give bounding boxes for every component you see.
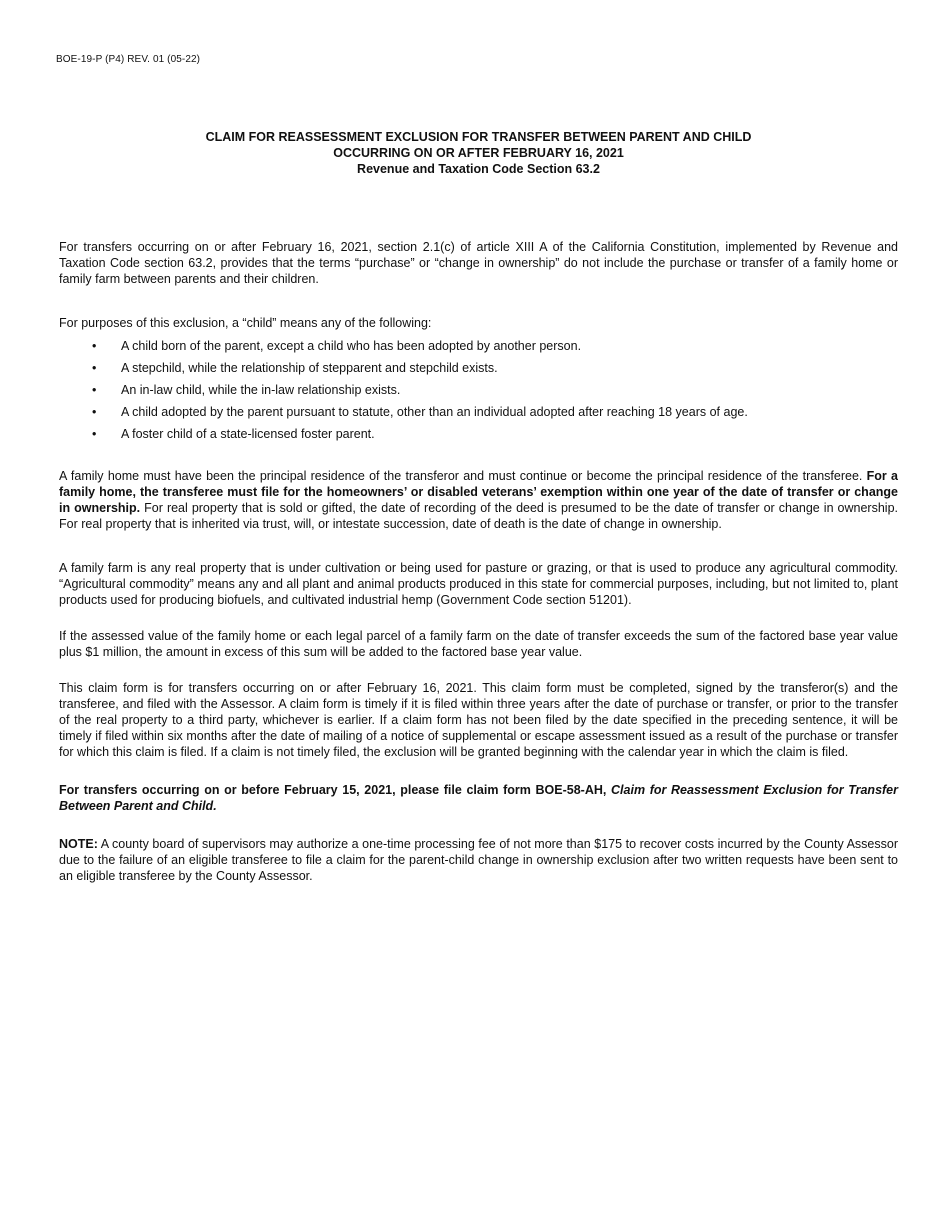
- page-title: [59, 129, 898, 177]
- form-body: [59, 239, 898, 884]
- note-label: NOTE:: [59, 837, 98, 851]
- list-item: [59, 426, 898, 448]
- bullet-icon: •: [92, 427, 97, 441]
- before-date-form-title: Claim for Reassessment Exclusion for Transfer Between Parent and Child.: [59, 783, 899, 813]
- bullet-icon: •: [92, 405, 97, 419]
- list-item-text: A child adopted by the parent pursuant to statute, other than an individual adopted after reaching 18 years of age.: [121, 405, 748, 419]
- note-paragraph: [59, 836, 898, 884]
- list-item: [59, 382, 898, 404]
- list-item-text: A foster child of a state-licensed foster parent.: [121, 427, 375, 441]
- title-line-1: CLAIM FOR REASSESSMENT EXCLUSION FOR TRANSFER BETWEEN PARENT AND CHILD: [205, 130, 752, 144]
- before-date-paragraph: [59, 782, 898, 814]
- list-item: [59, 338, 898, 360]
- note-text: A county board of supervisors may authorize a one-time processing fee of not more than $175 to recover costs incurred by the County Assessor due to the failure of an eligible transferee to file a claim for the parent-child change in ownership exclusion after two written requests have been sent to an eligible transferee by the County Assessor.: [59, 837, 898, 883]
- form-id: BOE-19-P (P4) REV. 01 (05-22): [56, 54, 201, 65]
- title-line-3: Revenue and Taxation Code Section 63.2: [357, 162, 600, 176]
- list-item: [59, 404, 898, 426]
- before-date-text: For transfers occurring on or before February 15, 2021, please file claim form BOE-58-AH,: [59, 783, 612, 797]
- family-home-paragraph: [59, 468, 898, 532]
- title-line-2: OCCURRING ON OR AFTER FEBRUARY 16, 2021: [333, 146, 624, 160]
- list-item: [59, 360, 898, 382]
- intro-paragraph: For transfers occurring on or after February 16, 2021, section 2.1(c) of article XIII A of the California Constitution, implemented by Revenue and Taxation Code section 63.2, provides that the terms “purchase” or “change in ownership” do not include the purchase or transfer of a family home or family farm between parents and their children.: [59, 240, 898, 286]
- bullet-icon: •: [92, 383, 97, 397]
- family-home-text-1: A family home must have been the principal residence of the transferor and must continue or become the principal residence of the transferee.: [59, 469, 867, 483]
- bullet-icon: •: [92, 361, 97, 375]
- list-item-text: An in-law child, while the in-law relationship exists.: [121, 383, 401, 397]
- list-item-text: A child born of the parent, except a child who has been adopted by another person.: [121, 339, 582, 353]
- claim-form-paragraph: This claim form is for transfers occurring on or after February 16, 2021. This claim form must be completed, signed by the transferor(s) and the transferee, and filed with the Assessor. A claim form is timely if it is filed within three years after the date of purchase or transfer, or prior to the transfer of the real property to a third party, whichever is earlier. If a claim form has not been filed by the date specified in the preceding sentence, it will be timely if filed within six months after the date of mailing of a notice of supplemental or escape assessment issued as a result of the purchase or transfer for which this claim is filed. If a claim is not timely filed, the exclusion will be granted beginning with the calendar year in which the claim is filed.: [59, 681, 898, 759]
- list-item-text: A stepchild, while the relationship of stepparent and stepchild exists.: [121, 361, 498, 375]
- child-definition: For purposes of this exclusion, a “child” means any of the following:: [59, 316, 432, 330]
- family-home-text-2: For real property that is sold or gifted, the date of recording of the deed is presumed to be the date of transfer or change in ownership. For real property that is inherited via trust, will, or intestate succession, date of death is the date of change in ownership.: [59, 501, 898, 531]
- family-home-bold-text: For a family home, the transferee must file for the homeowners’ or disabled veterans’ exemption within one year of the date of transfer or change in ownership.: [59, 469, 898, 515]
- family-farm-paragraph: A family farm is any real property that is under cultivation or being used for pasture or grazing, or that is used to produce any agricultural commodity. “Agricultural commodity” means any and all plant and animal products produced in this state for commercial purposes, including, but not limited to, plant products used for producing biofuels, and cultivated industrial hemp (Government Code section 51201).: [59, 561, 898, 607]
- bullet-icon: •: [92, 339, 97, 353]
- assessed-value-paragraph: If the assessed value of the family home or each legal parcel of a family farm on the date of transfer exceeds the sum of the factored base year value plus $1 million, the amount in excess of this sum will be added to the factored base year value.: [59, 629, 898, 659]
- child-list: [59, 338, 898, 448]
